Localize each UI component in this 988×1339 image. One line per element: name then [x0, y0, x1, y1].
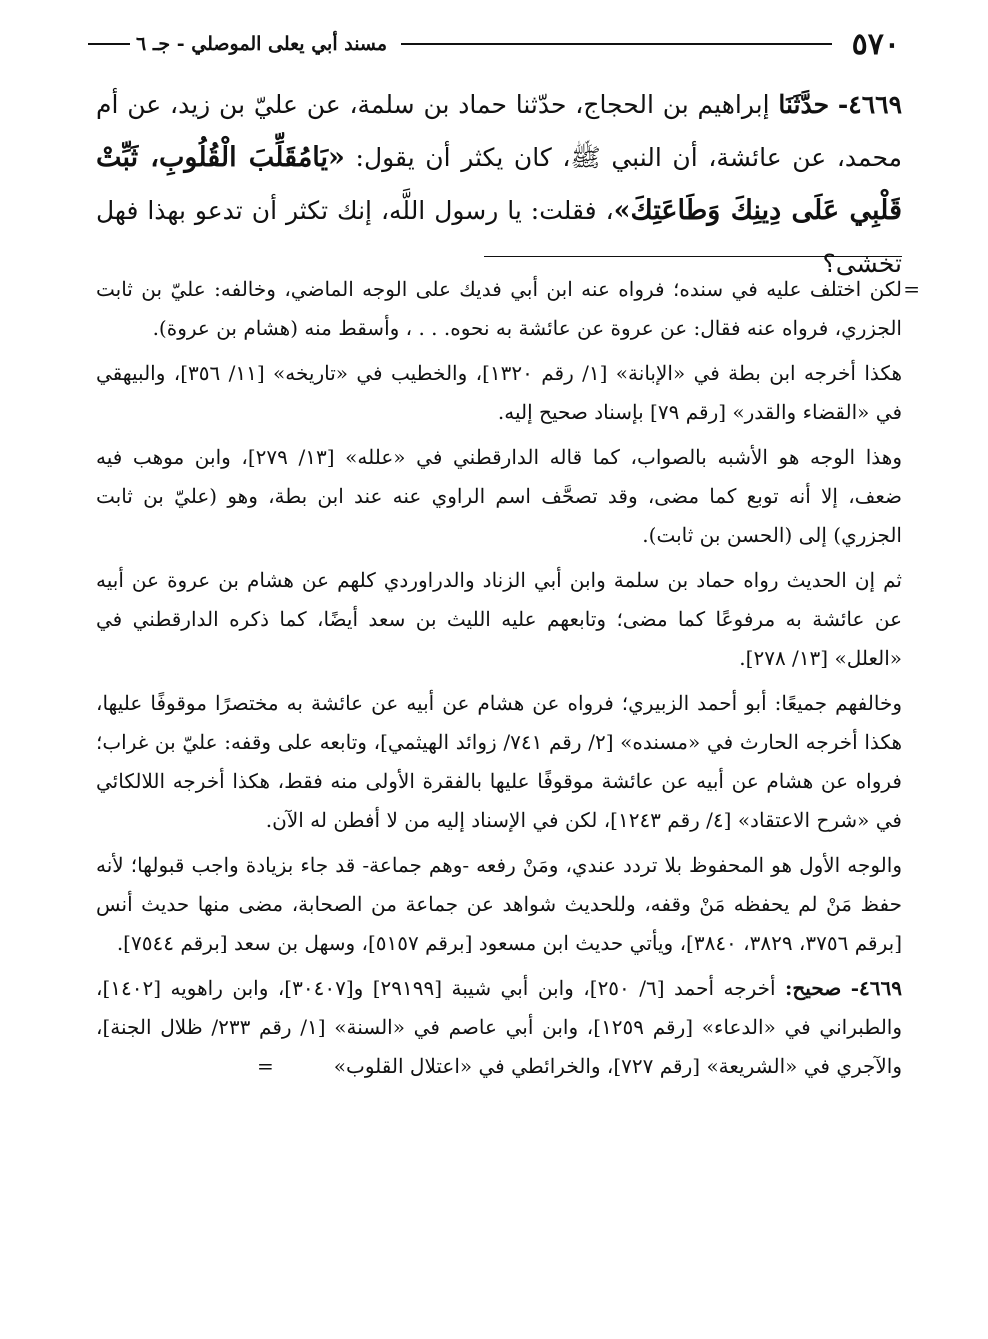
footnote-paragraph: وخالفهم جميعًا: أبو أحمد الزبيري؛ فرواه عن هشام عن أبيه عن عائشة به مختصرًا موقوفًا عليها، هكذا أخرجه الحارث في «مسنده» [٢/ رقم ٧٤١/ زوائد الهيثمي]، وتابعه على وقفه: عليّ بن غراب؛ فرواه عن هشام عن أبيه عن عائشة موقوفًا عليها بالفقرة الأولى منه فقط، هكذا أخرجه اللالكائي في «شرح الاعتقاد» [٤/ رقم ١٢٤٣]، لكن في الإسناد إليه من لا أفطن له الآن. [96, 691, 903, 832]
hadith-lead-word: حدَّثَنَا [778, 90, 830, 119]
tahqiq-text: أخرجه أحمد [٦/ ٢٥٠]، وابن أبي شيبة [٢٩١٩٩] و[٣٠٤٠٧]، وابن راهويه [١٤٠٢]، والطبراني في «الدعاء» [رقم ١٢٥٩]، وابن أبي عاصم في «السنة» [١/ رقم ٢٣٣/ ظلال الجنة]، والآجري في «الشريعة» [رقم ٧٢٧]، والخرائطي في «اعتلال القلوب» [96, 976, 903, 1078]
tahqiq-note [96, 969, 902, 1086]
tahqiq-number: ٤٦٦٩- [850, 976, 902, 1000]
header-rule [401, 43, 832, 45]
continues-mark: = [257, 1054, 274, 1078]
book-title: مسند أبي يعلى الموصلي - جـ ٦ [136, 33, 388, 55]
hadith-text [96, 78, 902, 290]
continuation-mark: = [903, 277, 920, 301]
tahqiq-grade: صحيح: [785, 976, 842, 1000]
footnote-separator [484, 256, 902, 257]
header-rule-end [88, 43, 130, 45]
running-header [88, 26, 900, 62]
page-number: ٥٧٠ [851, 26, 900, 62]
footnotes [96, 270, 920, 1092]
footnote-paragraph: وهذا الوجه هو الأشبه بالصواب، كما قاله الدارقطني في «علله» [١٣/ ٢٧٩]، وابن موهب فيه ضعف، إلا أنه توبع كما مضى، وقد تصحَّف اسم الراوي عنه عند ابن بطة، وهو (عليّ بن ثابت الجزري) إلى (الحسن بن ثابت). [96, 445, 902, 547]
hadith-tail: ، فقلت: يا رسول اللَّه، إنك تكثر أن تدعو بهذا فهل تخشى؟ [96, 196, 902, 278]
footnote-paragraph: = لكن اختلف عليه في سنده؛ فرواه عنه ابن أبي فديك على الوجه الماضي، وخالفه: عليّ بن ثابت الجزري، فرواه عنه فقال: عن عروة عن عائشة به نحوه. . . ، وأسقط منه (هشام بن عروة). [96, 270, 902, 348]
footnote-paragraph: ثم إن الحديث رواه حماد بن سلمة وابن أبي الزناد والدراوردي كلهم عن هشام بن عروة عن أبيه عن عائشة به مرفوعًا كما مضى؛ وتابعهم عليه الليث بن سعد أيضًا، كما ذكره الدارقطني في «العلل» [١٣/ ٢٧٨]. [96, 568, 903, 670]
footnote-paragraph: والوجه الأول هو المحفوظ بلا تردد عندي، ومَنْ رفعه -وهم جماعة- قد جاء بزيادة واجب قبولها؛ لأنه حفظ مَنْ لم يحفظه مَنْ وقفه، وللحديث شواهد عن جماعة من الصحابة، مضى منها حديث أنس [برقم ٣٧٥٦، ٣٨٢٩، ٣٨٤٠]، ويأتي حديث ابن مسعود [برقم ٥١٥٧]، وسهل بن سعد [برقم ٧٥٤٤]. [96, 853, 902, 955]
hadith-number: ٤٦٦٩- [837, 90, 902, 119]
footnote-paragraph: هكذا أخرجه ابن بطة في «الإبانة» [١/ رقم ١٣٢٠]، والخطيب في «تاريخه» [١١/ ٣٥٦]، والبيهقي في «القضاء والقدر» [رقم ٧٩] بإسناد صحيح إليه. [96, 361, 903, 424]
hadith-quote: «يَامُقَلِّبَ الْقُلُوبِ، ثَبِّتْ قَلْبِي عَلَى دِينِكَ وَطَاعَتِكَ» [96, 142, 902, 226]
hadith-isnad: إبراهيم بن الحجاج، حدّثنا حماد بن سلمة، عن عليّ بن زيد، عن أم محمد، عن عائشة، أن النبي ﷺ، كان يكثر أن يقول: [96, 90, 902, 172]
